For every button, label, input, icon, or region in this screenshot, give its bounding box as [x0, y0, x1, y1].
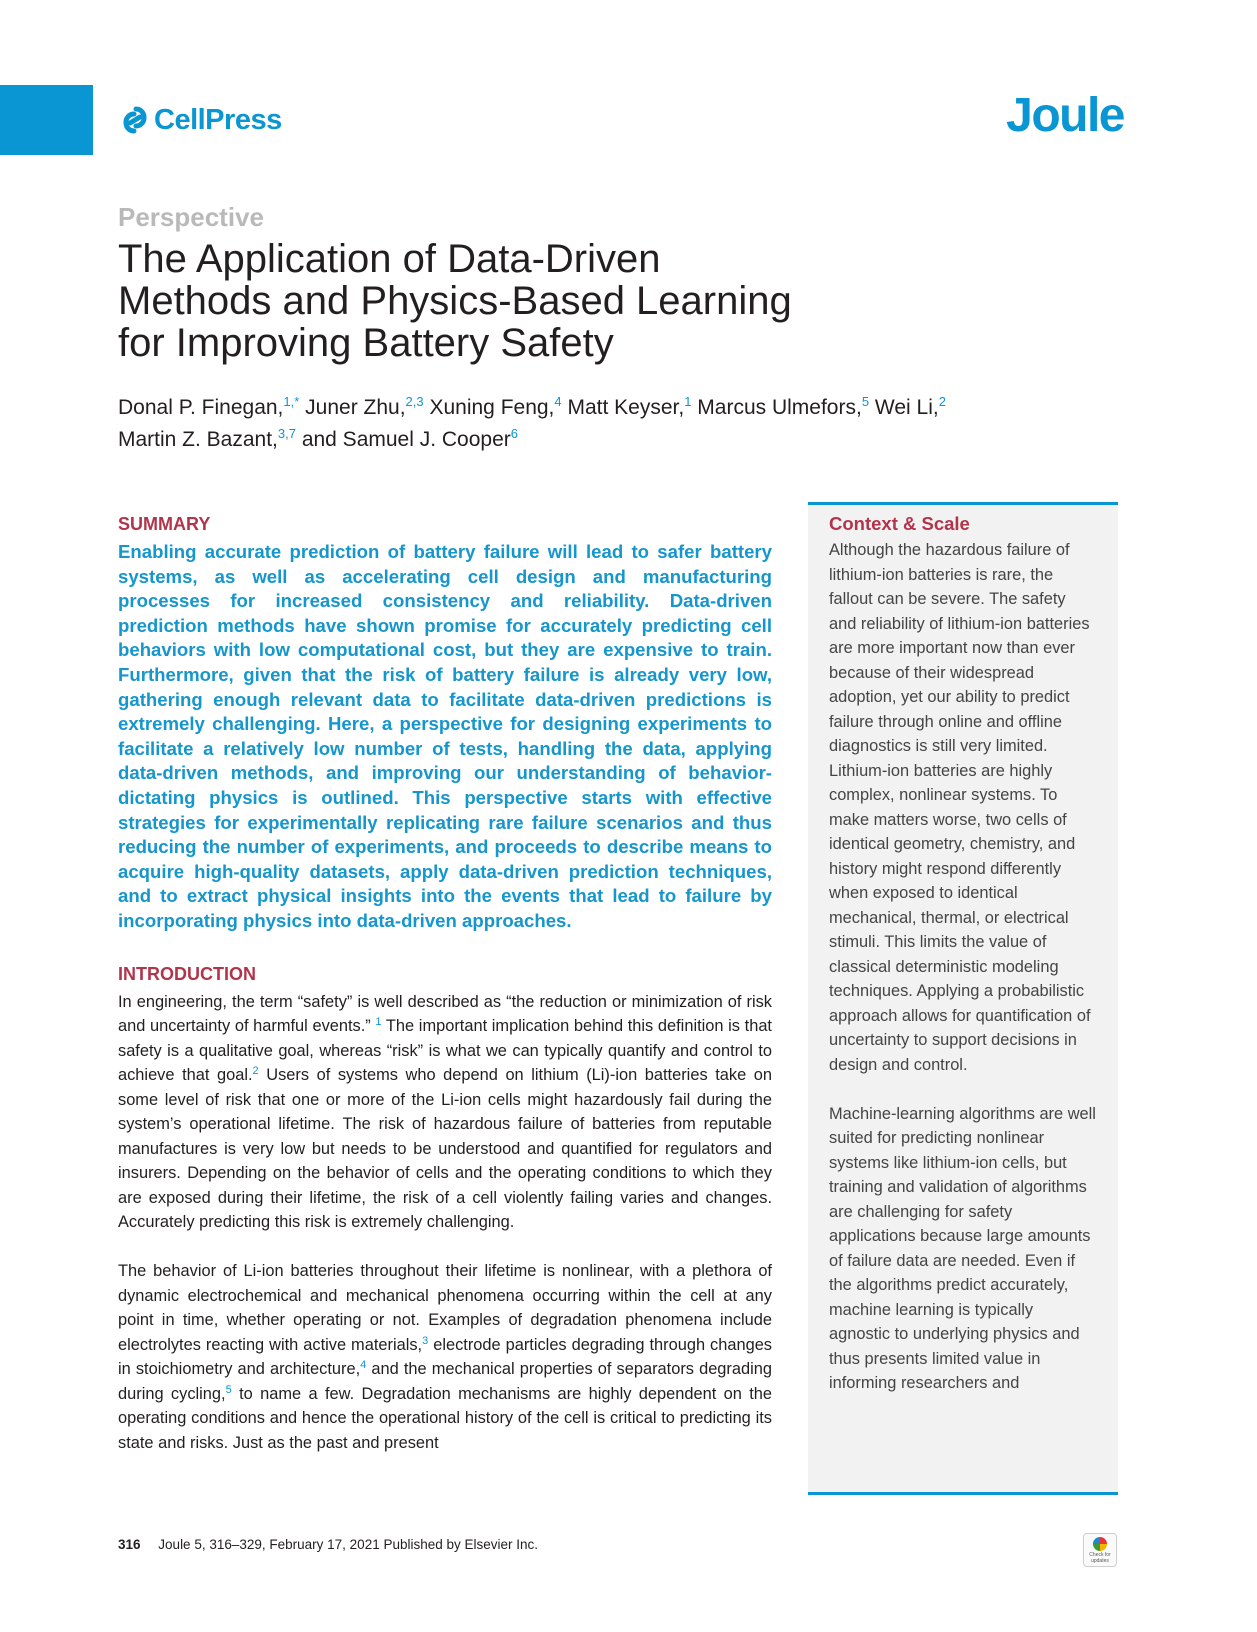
affiliation-marker[interactable]: 1,*: [283, 394, 300, 409]
cellpress-logo-icon: [118, 103, 152, 137]
context-paragraph: Machine-learning algorithms are well suited for predicting nonlinear systems like lithium-ion cells, but training and validation of algorithms are challenging for safety applications because large amounts of failure data are needed. Even if the algorithms predict accurately, machine learning is typically agnostic to underlying physics and thus presents limited value in informing researchers and: [829, 1104, 1096, 1392]
check-for-updates-button[interactable]: [1083, 1533, 1117, 1567]
citation-link[interactable]: 2: [252, 1065, 259, 1077]
context-heading: Context & Scale: [829, 513, 970, 534]
author-name[interactable]: Juner Zhu,: [305, 396, 406, 419]
affiliation-marker[interactable]: 2,3: [405, 394, 424, 409]
corner-accent-block: [0, 85, 93, 155]
affiliation-marker[interactable]: 1: [684, 394, 692, 409]
journal-logo[interactable]: Joule: [1006, 89, 1124, 142]
citation-line: Joule 5, 316–329, February 17, 2021 Published by Elsevier Inc.: [158, 1537, 539, 1552]
check-for-updates-label: Check for updates: [1089, 1551, 1111, 1564]
introduction-paragraph: The behavior of Li-ion batteries throughout their lifetime is nonlinear, with a plethora of dynamic electrochemical and mechanical phenomena occurring within the cell at any point in time, whether operating or not. Examples of degradation phenomena include electrolytes reacting with active materials,$^3$ electrode particles degrading through changes in stoichiometry and architecture,$^4$ and the mechanical properties of separators degrading during cycling,$^5$ to name a few. Degradation mechanisms are highly dependent on the operating conditions and hence the operational history of the cell is critical to predicting its state and risks. Just as the past and present: [118, 1262, 773, 1452]
author-name[interactable]: Marcus Ulmefors,: [697, 396, 862, 419]
author-name[interactable]: Wei Li,: [874, 396, 939, 419]
author-name[interactable]: Xuning Feng,: [429, 396, 555, 419]
author-line: [118, 392, 1078, 424]
context-paragraph: Although the hazardous failure of lithium-ion batteries is rare, the fallout can be severe. The safety and reliability of lithium-ion batteries are more important now than ever because of their widespread adoption, yet our ability to predict failure through online and offline diagnostics is still very limited. Lithium-ion batteries are highly complex, nonlinear systems. To make matters worse, two cells of identical geometry, chemistry, and history might respond differently when exposed to identical mechanical, thermal, or electrical stimuli. This limits the value of classical deterministic modeling techniques. Applying a probabilistic approach allows for quantification of uncertainty to support decisions in design and control.: [829, 541, 1091, 1074]
author-line: [118, 424, 1078, 456]
context-and-scale-box: [808, 502, 1118, 1495]
citation-link[interactable]: 3: [422, 1334, 429, 1347]
article-title: [118, 238, 838, 364]
article-type-label: Perspective: [118, 202, 264, 232]
summary-text: Enabling accurate prediction of battery failure will lead to safer battery systems, as well as accelerating cell design and manufacturing processes for increased consistency and reliability. Data-driven prediction methods have shown promise for accurately predicting cell behaviors with low computational cost, but they are expensive to train. Furthermore, given that the risk of battery failure is already very low, gathering enough relevant data to facilitate data-driven predictions is extremely challenging. Here, a perspective for designing experiments to facilitate a relatively low number of tests, handling the data, applying data-driven methods, and improving our understanding of behavior-dictating physics is outlined. This perspective starts with effective strategies for experimentally replicating rare failure scenarios and thus reducing the number of experiments, and proceeds to describe means to acquire high-quality datasets, apply data-driven prediction techniques, and to extract physical insights into the events that lead to failure by incorporating physics into data-driven approaches.: [118, 541, 772, 931]
main-column: [118, 512, 772, 1455]
author-name[interactable]: Donal P. Finegan,: [118, 396, 284, 419]
title-line: The Application of Data-Driven: [118, 237, 661, 281]
citation-link[interactable]: 5: [225, 1383, 232, 1396]
affiliation-marker[interactable]: 2: [938, 394, 946, 409]
affiliation-marker[interactable]: 5: [861, 394, 870, 409]
citation-link[interactable]: 4: [360, 1359, 367, 1371]
title-line: for Improving Battery Safety: [118, 321, 614, 365]
cellpress-logo[interactable]: [118, 100, 282, 140]
cellpress-wordmark: CellPress: [154, 103, 282, 136]
citation-link[interactable]: 1: [375, 1016, 382, 1028]
affiliation-marker[interactable]: 3,7: [277, 426, 296, 441]
introduction-heading: INTRODUCTION: [118, 963, 256, 984]
author-name[interactable]: Martin Z. Bazant,: [118, 428, 278, 451]
affiliation-marker[interactable]: 4: [554, 394, 562, 409]
check-for-updates-icon: [1093, 1537, 1107, 1551]
introduction-body: [118, 990, 772, 1456]
affiliation-marker[interactable]: 6: [510, 426, 519, 441]
page-number: 316: [118, 1537, 141, 1552]
title-line: Methods and Physics-Based Learning: [118, 279, 792, 323]
introduction-paragraph: In engineering, the term “safety” is well described as “the reduction or minimization of risk and uncertainty of harmful events.” $^1$ The important implication behind this definition is that safety is a qualitative goal, whereas “risk” is what we can typically quantify and control to achieve that goal.$^2$ Users of systems who depend on lithium (Li)-ion batteries take on some level of risk that one or more of the Li-ion cells might hazardously fail during the system’s operational lifetime. The risk of hazardous failure of batteries from reputable manufactures is very low but needs to be understood and quantified for regulators and insurers. Depending on the behavior of cells and the operating conditions to which they are exposed during their lifetime, the risk of a cell violently failing varies and changes. Accurately predicting this risk is extremely challenging.: [118, 992, 773, 1231]
page-footer: [118, 1537, 538, 1552]
author-list: [118, 392, 1078, 456]
author-name[interactable]: and Samuel J. Cooper: [301, 428, 511, 451]
summary-heading: SUMMARY: [118, 514, 211, 534]
author-name[interactable]: Matt Keyser,: [567, 396, 685, 419]
